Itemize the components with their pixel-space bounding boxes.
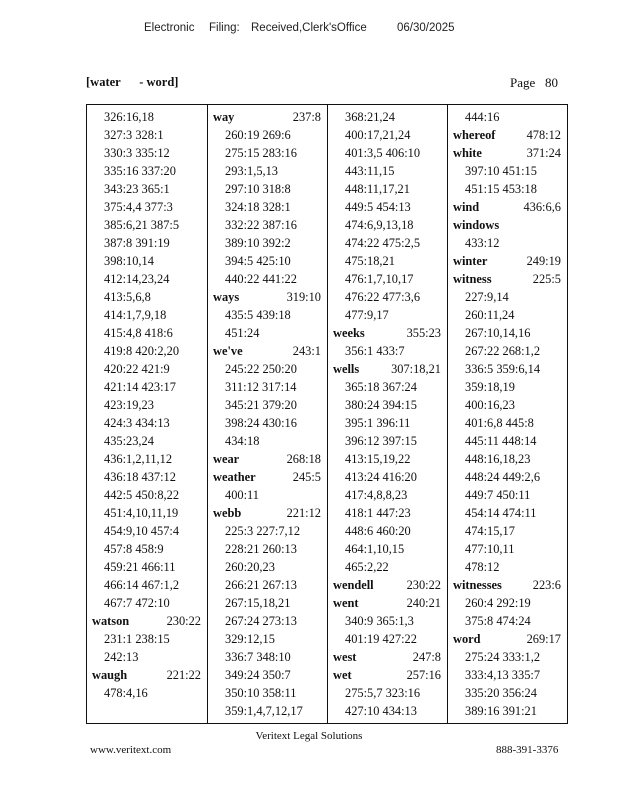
index-ref-line: 332:22 387:16 [225, 218, 297, 232]
index-ref-line: 433:12 [465, 236, 500, 250]
index-ref-line: 398:10,14 [104, 254, 154, 268]
index-ref-line: 349:24 350:7 [225, 668, 291, 682]
index-ref-line: 389:16 391:21 [465, 704, 537, 718]
index-ref-line: 275:24 333:1,2 [465, 650, 541, 664]
index-ref-line: 340:9 365:1,3 [345, 614, 414, 628]
index-word: wear [213, 452, 240, 466]
index-ref-line: 444:16 [465, 110, 500, 124]
index-word-ref: 436:6,6 [523, 200, 561, 214]
index-ref-line: 401:6,8 445:8 [465, 416, 534, 430]
index-ref-line: 478:4,16 [104, 686, 148, 700]
index-word-ref: 240:21 [406, 596, 441, 610]
index-ref-line: 420:22 421:9 [104, 362, 170, 376]
index-ref-line: 477:10,11 [465, 542, 515, 556]
index-entry [453, 630, 563, 648]
index-ref-line: 454:14 474:11 [465, 506, 537, 520]
index-word-ref: 225:5 [532, 272, 561, 286]
index-ref-line: 451:15 453:18 [465, 182, 537, 196]
index-word-ref: 355:23 [406, 326, 441, 340]
index-word-ref: 247:8 [412, 650, 441, 664]
index-entry [213, 108, 323, 126]
index-ref-line: 454:9,10 457:4 [104, 524, 180, 538]
word-index-table [86, 104, 568, 724]
index-word: waugh [92, 668, 128, 682]
index-ref-line: 474:22 475:2,5 [345, 236, 421, 250]
index-ref-line: 451:4,10,11,19 [104, 506, 179, 520]
index-word-ref: 223:6 [532, 578, 561, 592]
index-ref-line: 267:10,14,16 [465, 326, 531, 340]
index-ref-line: 297:10 318:8 [225, 182, 291, 196]
index-word-ref: 269:17 [526, 632, 561, 646]
index-entry [333, 360, 443, 378]
index-word: west [333, 650, 357, 664]
filing-date: 06/30/2025 [397, 22, 455, 34]
index-word-ref: 230:22 [406, 578, 441, 592]
index-ref-line: 227:9,14 [465, 290, 509, 304]
index-ref-line: 335:20 356:24 [465, 686, 537, 700]
index-ref-line: 434:18 [225, 434, 260, 448]
index-entry [213, 504, 323, 522]
index-ref-line: 465:2,22 [345, 560, 389, 574]
index-word-ref: 371:24 [526, 146, 561, 160]
index-ref-line: 260:4 292:19 [465, 596, 531, 610]
index-word: way [213, 110, 235, 124]
footer-phone: 888-391-3376 [496, 744, 559, 756]
index-column-3 [327, 105, 447, 723]
index-ref-line: 400:11 [225, 488, 259, 502]
filing-label-filing: Filing: [209, 22, 240, 34]
index-ref-line: 380:24 394:15 [345, 398, 417, 412]
index-word: weeks [333, 326, 365, 340]
index-ref-line: 311:12 317:14 [225, 380, 297, 394]
index-column-1 [87, 105, 207, 723]
index-ref-line: 231:1 238:15 [104, 632, 170, 646]
index-word-ref: 478:12 [526, 128, 561, 142]
index-entry [213, 342, 323, 360]
index-ref-line: 359:1,4,7,12,17 [225, 704, 303, 718]
index-word: windows [453, 218, 500, 232]
index-ref-line: 225:3 227:7,12 [225, 524, 301, 538]
index-entry [333, 648, 443, 666]
index-ref-line: 457:8 458:9 [104, 542, 164, 556]
index-ref-line: 474:15,17 [465, 524, 515, 538]
index-range: [water - word] [86, 75, 179, 89]
index-ref-line: 400:17,21,24 [345, 128, 411, 142]
index-ref-line: 474:6,9,13,18 [345, 218, 414, 232]
index-ref-line: 395:1 396:11 [345, 416, 411, 430]
index-word-ref: 237:8 [292, 110, 321, 124]
index-ref-line: 398:24 430:16 [225, 416, 297, 430]
index-ref-line: 396:12 397:15 [345, 434, 417, 448]
index-ref-line: 387:8 391:19 [104, 236, 170, 250]
index-ref-line: 335:16 337:20 [104, 164, 176, 178]
index-ref-line: 327:3 328:1 [104, 128, 164, 142]
index-word: ways [213, 290, 240, 304]
index-ref-line: 419:8 420:2,20 [104, 344, 180, 358]
index-entry [92, 666, 203, 684]
index-ref-line: 440:22 441:22 [225, 272, 297, 286]
index-entry [213, 288, 323, 306]
index-word-ref: 230:22 [166, 614, 201, 628]
index-ref-line: 448:11,17,21 [345, 182, 410, 196]
index-ref-line: 267:15,18,21 [225, 596, 291, 610]
index-ref-line: 448:6 460:20 [345, 524, 411, 538]
index-word-ref: 243:1 [292, 344, 321, 358]
index-ref-line: 417:4,8,8,23 [345, 488, 408, 502]
index-entry [453, 252, 563, 270]
index-word: wendell [333, 578, 374, 592]
index-column-4 [447, 105, 567, 723]
index-ref-line: 445:11 448:14 [465, 434, 537, 448]
index-ref-line: 477:9,17 [345, 308, 389, 322]
index-ref-line: 413:24 416:20 [345, 470, 417, 484]
index-ref-line: 260:19 269:6 [225, 128, 291, 142]
index-ref-line: 260:11,24 [465, 308, 515, 322]
index-ref-line: 448:24 449:2,6 [465, 470, 541, 484]
index-entry [213, 468, 323, 486]
index-word: wells [333, 362, 360, 376]
index-ref-line: 365:18 367:24 [345, 380, 417, 394]
index-ref-line: 356:1 433:7 [345, 344, 405, 358]
index-ref-line: 228:21 260:13 [225, 542, 297, 556]
index-ref-line: 421:14 423:17 [104, 380, 176, 394]
index-ref-line: 394:5 425:10 [225, 254, 291, 268]
index-ref-line: 478:12 [465, 560, 500, 574]
index-ref-line: 359:18,19 [465, 380, 515, 394]
index-column-2 [207, 105, 327, 723]
index-ref-line: 242:13 [104, 650, 139, 664]
index-ref-line: 449:7 450:11 [465, 488, 531, 502]
index-ref-line: 435:23,24 [104, 434, 154, 448]
index-ref-line: 329:12,15 [225, 632, 275, 646]
index-ref-line: 476:1,7,10,17 [345, 272, 414, 286]
index-ref-line: 415:4,8 418:6 [104, 326, 173, 340]
index-word: winter [453, 254, 488, 268]
index-word: went [333, 596, 359, 610]
index-ref-line: 475:18,21 [345, 254, 395, 268]
index-ref-line: 350:10 358:11 [225, 686, 297, 700]
index-ref-line: 401:3,5 406:10 [345, 146, 421, 160]
index-ref-line: 330:3 335:12 [104, 146, 170, 160]
index-word: witness [453, 272, 492, 286]
index-ref-line: 343:23 365:1 [104, 182, 170, 196]
index-ref-line: 464:1,10,15 [345, 542, 405, 556]
index-word-ref: 221:12 [286, 506, 321, 520]
index-entry [453, 216, 563, 234]
index-ref-line: 448:16,18,23 [465, 452, 531, 466]
index-word: wet [333, 668, 352, 682]
index-ref-line: 267:22 268:1,2 [465, 344, 541, 358]
index-ref-line: 336:5 359:6,14 [465, 362, 541, 376]
index-word: we've [213, 344, 243, 358]
index-ref-line: 336:7 348:10 [225, 650, 291, 664]
index-ref-line: 418:1 447:23 [345, 506, 411, 520]
index-ref-line: 266:21 267:13 [225, 578, 297, 592]
index-word-ref: 245:5 [292, 470, 321, 484]
index-ref-line: 397:10 451:15 [465, 164, 537, 178]
index-word-ref: 221:22 [166, 668, 201, 682]
index-ref-line: 324:18 328:1 [225, 200, 291, 214]
index-ref-line: 412:14,23,24 [104, 272, 170, 286]
index-word-ref: 249:19 [526, 254, 561, 268]
footer-website: www.veritext.com [90, 744, 172, 756]
index-ref-line: 375:4,4 377:3 [104, 200, 173, 214]
index-entry [453, 576, 563, 594]
index-ref-line: 368:21,24 [345, 110, 395, 124]
index-ref-line: 345:21 379:20 [225, 398, 297, 412]
index-entry [92, 612, 203, 630]
index-word: word [453, 632, 481, 646]
index-ref-line: 413:15,19,22 [345, 452, 411, 466]
index-entry [453, 270, 563, 288]
index-ref-line: 260:20,23 [225, 560, 275, 574]
index-ref-line: 275:15 283:16 [225, 146, 297, 160]
index-ref-line: 467:7 472:10 [104, 596, 170, 610]
page-number: Page 80 [510, 75, 559, 90]
index-word: witnesses [453, 578, 502, 592]
index-ref-line: 389:10 392:2 [225, 236, 291, 250]
index-ref-line: 275:5,7 323:16 [345, 686, 421, 700]
index-word: wind [453, 200, 480, 214]
index-word-ref: 257:16 [406, 668, 441, 682]
index-ref-line: 435:5 439:18 [225, 308, 291, 322]
index-ref-line: 414:1,7,9,18 [104, 308, 167, 322]
index-ref-line: 442:5 450:8,22 [104, 488, 180, 502]
index-ref-line: 333:4,13 335:7 [465, 668, 541, 682]
index-entry [333, 594, 443, 612]
index-ref-line: 459:21 466:11 [104, 560, 176, 574]
index-word: whereof [453, 128, 496, 142]
index-entry [453, 126, 563, 144]
footer-company: Veritext Legal Solutions [255, 730, 363, 742]
index-word-ref: 319:10 [286, 290, 321, 304]
index-word-ref: 307:18,21 [391, 362, 441, 376]
index-ref-line: 449:5 454:13 [345, 200, 411, 214]
index-entry [333, 666, 443, 684]
index-word-ref: 268:18 [286, 452, 321, 466]
index-ref-line: 267:24 273:13 [225, 614, 297, 628]
index-ref-line: 466:14 467:1,2 [104, 578, 180, 592]
index-entry [333, 324, 443, 342]
index-word: watson [92, 614, 130, 628]
index-word-ref [561, 216, 563, 234]
index-entry [213, 450, 323, 468]
index-ref-line: 400:16,23 [465, 398, 515, 412]
index-word: weather [213, 470, 256, 484]
filing-label-received: Received,Clerk'sOffice [251, 22, 367, 34]
index-ref-line: 326:16,18 [104, 110, 154, 124]
index-ref-line: 451:24 [225, 326, 260, 340]
index-ref-line: 427:10 434:13 [345, 704, 417, 718]
index-ref-line: 424:3 434:13 [104, 416, 170, 430]
index-ref-line: 436:1,2,11,12 [104, 452, 173, 466]
index-ref-line: 245:22 250:20 [225, 362, 297, 376]
index-ref-line: 443:11,15 [345, 164, 395, 178]
index-ref-line: 476:22 477:3,6 [345, 290, 421, 304]
index-entry [333, 576, 443, 594]
index-ref-line: 436:18 437:12 [104, 470, 176, 484]
index-entry [453, 198, 563, 216]
index-ref-line: 293:1,5,13 [225, 164, 279, 178]
index-ref-line: 423:19,23 [104, 398, 154, 412]
index-ref-line: 413:5,6,8 [104, 290, 151, 304]
index-word: white [453, 146, 482, 160]
filing-label-electronic: Electronic [144, 22, 195, 34]
index-entry [453, 144, 563, 162]
index-word: webb [213, 506, 242, 520]
index-ref-line: 385:6,21 387:5 [104, 218, 180, 232]
index-ref-line: 375:8 474:24 [465, 614, 531, 628]
index-ref-line: 401:19 427:22 [345, 632, 417, 646]
